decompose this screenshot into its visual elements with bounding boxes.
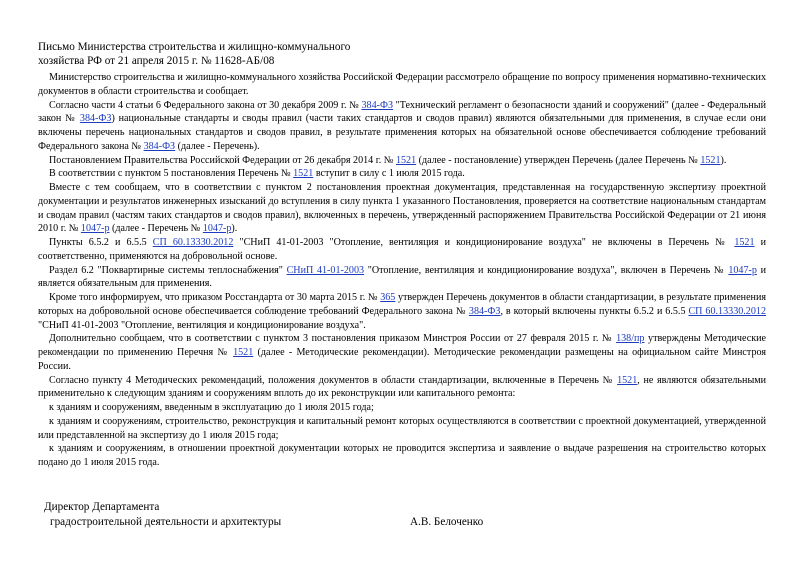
body-paragraph xyxy=(38,71,766,99)
paragraph-text: Вместе с тем сообщаем, что в соответствии с пунктом 2 постановления проектная документация, представленная на государственную экспертизу проектной документации и результатов инженерных изысканий до вступления в силу пункта 1 указанного Постановления, проверяется на соответствие национальным стандартам и сводам правил (частям таких стандартов и сводов правил), включенных в перечень, утвержденный распоряжением Правительства Российской Федерации от 21 июня 2010 г. № xyxy=(38,182,766,235)
paragraph-text: Согласно пункту 4 Методических рекомендаций, положения документов в области стандартизации, включенные в Перечень № xyxy=(49,374,618,386)
paragraph-text: "Отопление, вентиляция и кондиционирование воздуха", включен в Перечень № xyxy=(364,264,729,276)
paragraph-text: ). xyxy=(720,154,727,166)
paragraph-text: и является обязательным для применения. xyxy=(38,264,766,290)
paragraph-text: и соответственно, применяются на добровольной основе. xyxy=(38,237,766,262)
body-paragraph xyxy=(38,401,766,415)
body-paragraph xyxy=(38,291,766,332)
document-link[interactable]: 1521 xyxy=(734,237,755,248)
document-link[interactable]: 1047-р xyxy=(80,223,110,235)
document-link[interactable]: 384-ФЗ xyxy=(79,113,112,125)
signature-position-line-2: градостроительной деятельности и архитектуры xyxy=(50,516,282,528)
paragraph-text: Раздел 6.2 "Поквартирные системы теплоснабжения" xyxy=(49,264,287,276)
document-link[interactable]: 1521 xyxy=(395,154,417,166)
paragraph-text: вступит в силу с 1 июля 2015 года. xyxy=(313,168,465,180)
paragraph-text: ). xyxy=(231,223,238,235)
document-body xyxy=(38,71,766,470)
signature-name: А.В. Белоченко xyxy=(410,516,484,528)
body-paragraph xyxy=(38,154,766,168)
body-paragraph xyxy=(38,99,766,154)
document-link[interactable]: 1047-р xyxy=(728,264,757,276)
document-link[interactable]: 384-ФЗ xyxy=(468,305,501,317)
paragraph-text: (далее - Методические рекомендации). Методические рекомендации размещены на официальном сайте Минстроя России. xyxy=(38,347,766,372)
document-link[interactable]: СП 60.13330.2012 xyxy=(688,305,766,317)
document-link[interactable]: 1521 xyxy=(293,168,314,180)
paragraph-text: Министерство строительства и жилищно-коммунального хозяйства Российской Федерации рассмотрело обращение по вопросу применения нормативно-технических документов в области строительства и сообщает. xyxy=(38,72,766,97)
document-link[interactable]: 1521 xyxy=(617,374,638,386)
document-link[interactable]: 365 xyxy=(380,292,396,303)
paragraph-text: "Технический регламент о безопасности зданий и сооружений" (далее - Федеральный закон № xyxy=(38,99,766,125)
body-paragraph xyxy=(38,332,766,373)
paragraph-text: Пункты 6.5.2 и 6.5.5 xyxy=(49,237,153,248)
signature-block xyxy=(44,500,764,530)
document-link[interactable]: 138/пр xyxy=(616,333,645,345)
document-link[interactable]: 384-ФЗ xyxy=(143,140,176,152)
paragraph-text: (далее - Перечень). xyxy=(175,140,260,152)
paragraph-text: к зданиям и сооружениям, в отношении проектной документации которых не проводится экспертиза и заявление о выдаче разрешения на строительство которых подано до 1 июля 2015 года. xyxy=(38,443,766,468)
paragraph-text: В соответствии с пунктом 5 постановления Перечень № xyxy=(49,168,294,180)
paragraph-text: к зданиям и сооружениям, введенным в эксплуатацию до 1 июля 2015 года; xyxy=(49,402,374,413)
document-link[interactable]: СНиП 41-01-2003 xyxy=(286,264,365,276)
body-paragraph xyxy=(38,415,766,443)
paragraph-text: Кроме того информируем, что приказом Росстандарта от 30 марта 2015 г. № xyxy=(49,292,381,303)
body-paragraph xyxy=(38,181,766,236)
paragraph-text: (далее - Перечень № xyxy=(109,223,203,235)
paragraph-text: Дополнительно сообщаем, что в соответствии с пунктом 3 постановления приказом Минстроя России от 27 февраля 2015 г. № xyxy=(49,333,617,345)
body-paragraph xyxy=(38,264,766,292)
body-paragraph xyxy=(38,236,766,264)
document-title xyxy=(38,40,350,68)
document-link[interactable]: СП 60.13330.2012 xyxy=(152,237,234,248)
paragraph-text: утвержден Перечень документов в области стандартизации, в результате применения которых на добровольной основе обеспечивается соблюдение требований Федерального закона № xyxy=(38,292,767,317)
paragraph-text: Согласно части 4 статьи 6 Федерального закона от 30 декабря 2009 г. № xyxy=(49,99,362,111)
document-link[interactable]: 1521 xyxy=(700,154,721,166)
signature-position-line-1: Директор Департамента xyxy=(44,501,160,513)
paragraph-text: "СНиП 41-01-2003 "Отопление, вентиляция и кондиционирование воздуха". xyxy=(38,319,366,331)
title-line-2: хозяйства РФ от 21 апреля 2015 г. № 11628-АБ/08 xyxy=(38,55,275,67)
paragraph-text: (далее - постановление) утвержден Перечень (далее Перечень № xyxy=(416,154,701,166)
paragraph-text: "СНиП 41-01-2003 "Отопление, вентиляция и кондиционирование воздуха" не включены в Перечень № xyxy=(233,237,735,248)
body-paragraph xyxy=(38,374,766,402)
paragraph-text: , в который включены пункты 6.5.2 и 6.5.5 xyxy=(500,305,689,317)
paragraph-text: к зданиям и сооружениям, строительство, реконструкция и капитальный ремонт которых осуществляются в соответствии с проектной документацией, утвержденной или представленной на экспертизу до 1 июля 2015 года; xyxy=(38,415,766,441)
document-link[interactable]: 384-ФЗ xyxy=(361,99,394,111)
document-link[interactable]: 1521 xyxy=(233,347,254,358)
paragraph-text: утверждены Методические рекомендации по применению Перечня № xyxy=(38,333,766,358)
title-line-1: Письмо Министерства строительства и жилищно-коммунального xyxy=(38,41,351,53)
paragraph-text: Постановлением Правительства Российской Федерации от 26 декабря 2014 г. № xyxy=(49,154,396,166)
paragraph-text: ) национальные стандарты и своды правил (части таких стандартов и сводов правил) являются обязательными для применения, в случае если они включены перечень национальных стандартов и сводов правил, в результате применения которых на обязательной основе обеспечивается соблюдение требований Федерального закона № xyxy=(38,113,767,152)
body-paragraph xyxy=(38,167,766,181)
paragraph-text: , не являются обязательными применительно к следующим зданиям и сооружениям вплоть до их реконструкции или капитального ремонта: xyxy=(38,374,767,400)
body-paragraph xyxy=(38,442,766,470)
document-link[interactable]: 1047-р xyxy=(202,223,232,235)
